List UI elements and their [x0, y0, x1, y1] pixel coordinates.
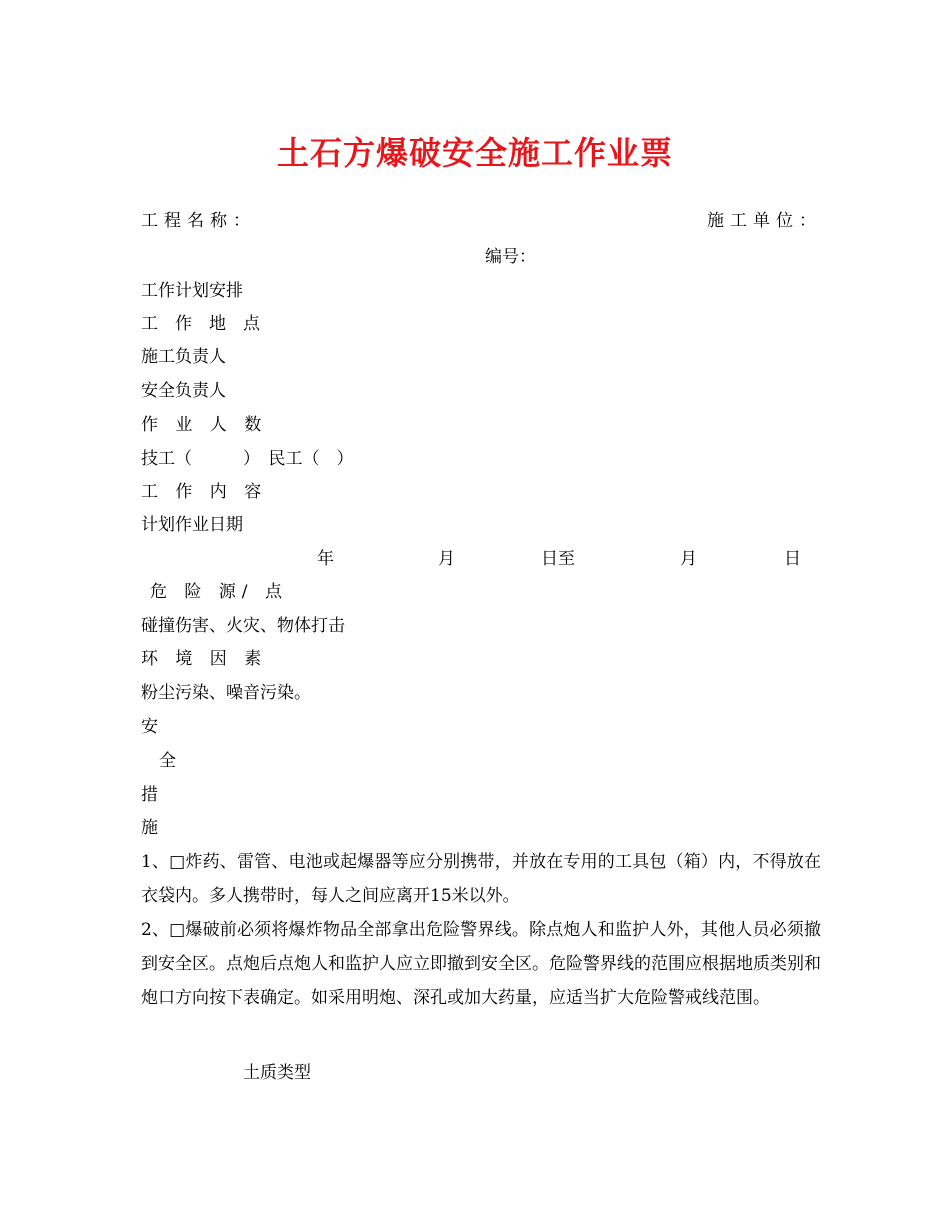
- date-year-label: 年: [317, 549, 334, 569]
- hazard-label: 危 险 源/ 点: [150, 582, 288, 602]
- environment-value: 粉尘污染、噪音污染。: [141, 683, 311, 703]
- document-title: 土石方爆破安全施工作业票: [276, 134, 673, 172]
- date-day-end-label: 日: [784, 549, 801, 569]
- measures-char-1: 安: [141, 717, 158, 737]
- construction-leader-label: 施工负责人: [141, 347, 226, 367]
- project-name-label: 工程名称：: [141, 211, 256, 231]
- safety-leader-label: 安全负责人: [141, 381, 226, 401]
- construction-unit-label: 施工单位：: [707, 211, 822, 231]
- work-content-label: 工 作 内 容: [141, 482, 268, 502]
- table-header-soil-type: 土质类型: [243, 1063, 311, 1083]
- hazard-value: 碰撞伤害、火灾、物体打击: [141, 616, 345, 636]
- number-label: 编号：: [485, 247, 536, 267]
- date-month-label: 月: [438, 549, 455, 569]
- measures-char-2: 全: [159, 751, 176, 771]
- date-day-to-label: 日至: [541, 549, 575, 569]
- environment-label: 环 境 因 素: [141, 649, 268, 669]
- worker-count-label: 作 业 人 数: [141, 415, 268, 435]
- measures-char-4: 施: [141, 818, 158, 838]
- date-month-end-label: 月: [680, 549, 697, 569]
- planned-date-label: 计划作业日期: [141, 515, 243, 535]
- safety-measure-2: 2、□爆破前必须将爆炸物品全部拿出危险警界线。除点炮人和监护人外，其他人员必须撤到安全区。点炮后点炮人和监护人应立即撤到安全区。危险警界线的范围应根据地质类别和炮口方向按下表确定。如采用明炮、深孔或加大药量，应适当扩大危险警戒线范围。: [141, 920, 821, 1008]
- work-plan-label: 工作计划安排: [141, 281, 243, 301]
- worker-types-field: 技工（ ） 民工（ ）: [141, 449, 354, 469]
- measures-char-3: 措: [141, 785, 158, 805]
- safety-measure-1: 1、□炸药、雷管、电池或起爆器等应分别携带，并放在专用的工具包（箱）内，不得放在衣袋内。多人携带时，每人之间应离开15米以外。: [141, 852, 821, 906]
- work-location-label: 工 作 地 点: [141, 314, 260, 334]
